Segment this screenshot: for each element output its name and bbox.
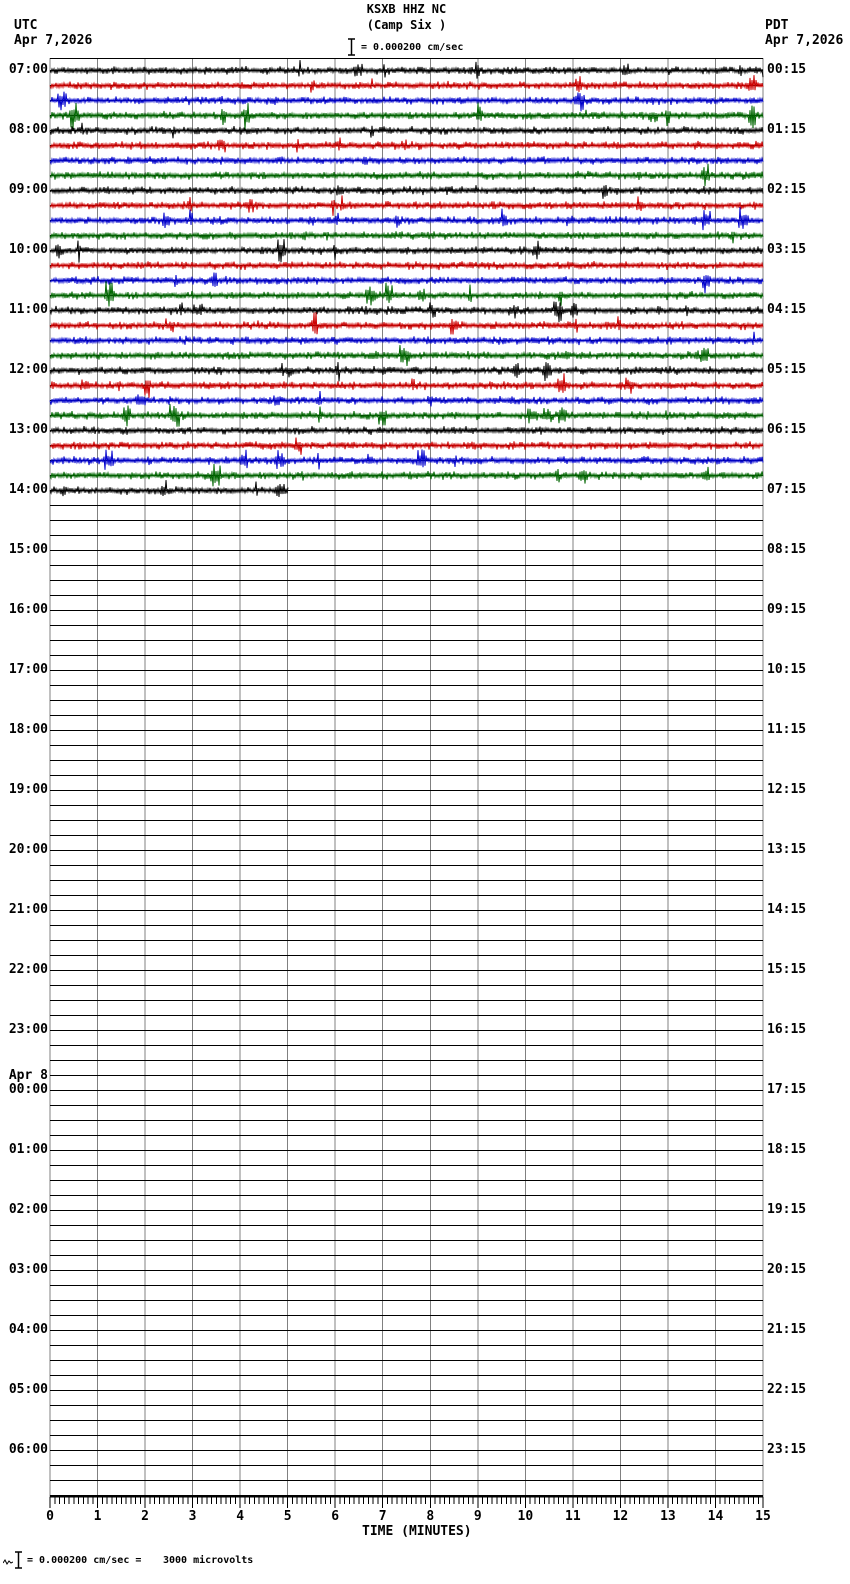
pdt-hour-label: 20:15: [767, 1262, 807, 1277]
pdt-hour-label: 03:15: [767, 242, 807, 257]
pdt-hour-label: 00:15: [767, 62, 807, 77]
x-axis-title: TIME (MINUTES): [362, 1524, 472, 1539]
x-axis-tick-label: 5: [283, 1509, 292, 1524]
pdt-hour-label: 05:15: [767, 362, 807, 377]
x-axis-tick-label: 13: [660, 1509, 676, 1524]
x-axis-tick-label: 0: [46, 1509, 54, 1524]
x-axis-tick-label: 2: [141, 1509, 149, 1524]
x-axis-tick-label: 9: [473, 1509, 482, 1524]
utc-hour-label: 15:00: [8, 542, 48, 557]
pdt-hour-label: 18:15: [767, 1142, 807, 1157]
pdt-hour-label: 08:15: [767, 542, 807, 557]
utc-hour-label: 20:00: [8, 842, 48, 857]
pdt-hour-label: 14:15: [767, 902, 807, 917]
x-axis-tick-label: 4: [236, 1509, 245, 1524]
utc-hour-label: 12:00: [8, 362, 48, 377]
pdt-hour-label: 01:15: [767, 122, 807, 137]
utc-hour-label: 23:00: [8, 1022, 48, 1037]
pdt-timezone-label: PDT: [765, 18, 789, 33]
utc-hour-label: 01:00: [8, 1142, 48, 1157]
x-axis-tick-label: 8: [426, 1509, 435, 1524]
utc-hour-label: 02:00: [8, 1202, 48, 1217]
utc-hour-label: 21:00: [8, 902, 48, 917]
footer-scale-text: = 0.000200 cm/sec =: [27, 1555, 142, 1566]
utc-hour-label: 10:00: [8, 242, 48, 257]
x-axis-tick-label: 7: [378, 1509, 387, 1524]
station-location: (Camp Six ): [366, 18, 447, 32]
pdt-hour-label: 13:15: [767, 842, 807, 857]
x-axis-tick-label: 10: [517, 1509, 534, 1524]
wiggle-icon: [3, 1558, 13, 1566]
x-axis-tick-label: 6: [331, 1509, 340, 1524]
x-axis-tick-label: 14: [707, 1509, 724, 1524]
pdt-hour-label: 17:15: [767, 1082, 807, 1097]
pdt-hour-label: 19:15: [767, 1202, 807, 1217]
utc-hour-label: 11:00: [8, 302, 48, 317]
utc-hour-label: 18:00: [8, 722, 48, 737]
x-axis-tick-label: 3: [188, 1509, 197, 1524]
scale-label: = 0.000200 cm/sec: [361, 42, 464, 53]
pdt-hour-label: 22:15: [767, 1382, 807, 1397]
utc-hour-label: 17:00: [8, 662, 48, 677]
utc-hour-label: 00:00: [8, 1082, 48, 1097]
utc-hour-label: 03:00: [8, 1262, 48, 1277]
utc-hour-label: 13:00: [8, 422, 48, 437]
utc-hour-label: 04:00: [8, 1322, 48, 1337]
utc-hour-label: 22:00: [8, 962, 48, 977]
utc-hour-label: 16:00: [8, 602, 48, 617]
pdt-hour-label: 16:15: [767, 1022, 807, 1037]
pdt-hour-label: 04:15: [767, 302, 807, 317]
pdt-hour-label: 23:15: [767, 1442, 807, 1457]
utc-hour-label: 19:00: [8, 782, 48, 797]
station-title: KSXB HHZ NC: [366, 2, 447, 16]
pdt-hour-label: 06:15: [767, 422, 807, 437]
pdt-hour-label: 07:15: [767, 482, 807, 497]
utc-hour-label: 14:00: [8, 482, 48, 497]
pdt-hour-label: 09:15: [767, 602, 807, 617]
x-axis-tick-label: 1: [93, 1509, 102, 1524]
utc-timezone-label: UTC: [14, 18, 38, 33]
x-axis-tick-label: 11: [565, 1509, 581, 1524]
pdt-hour-label: 21:15: [767, 1322, 807, 1337]
footer-scale-bar-icon: [14, 1551, 23, 1569]
utc-hour-label: 08:00: [8, 122, 48, 137]
pdt-hour-label: 15:15: [767, 962, 807, 977]
x-axis-tick-label: 12: [612, 1509, 629, 1524]
pdt-hour-label: 12:15: [767, 782, 807, 797]
pdt-hour-label: 11:15: [767, 722, 807, 737]
utc-hour-label: 07:00: [8, 62, 48, 77]
utc-hour-label: 06:00: [8, 1442, 48, 1457]
utc-date-label: Apr 7,2026: [14, 33, 93, 48]
utc-hour-label: 09:00: [8, 182, 48, 197]
utc-hour-label: 05:00: [8, 1382, 48, 1397]
x-axis-tick-label: 15: [755, 1509, 771, 1524]
footer-microvolts-text: 3000 microvolts: [163, 1555, 254, 1566]
pdt-hour-label: 02:15: [767, 182, 807, 197]
second-date-label: Apr 8: [8, 1068, 48, 1083]
pdt-date-label: Apr 7,2026: [765, 33, 844, 48]
pdt-hour-label: 10:15: [767, 662, 807, 677]
